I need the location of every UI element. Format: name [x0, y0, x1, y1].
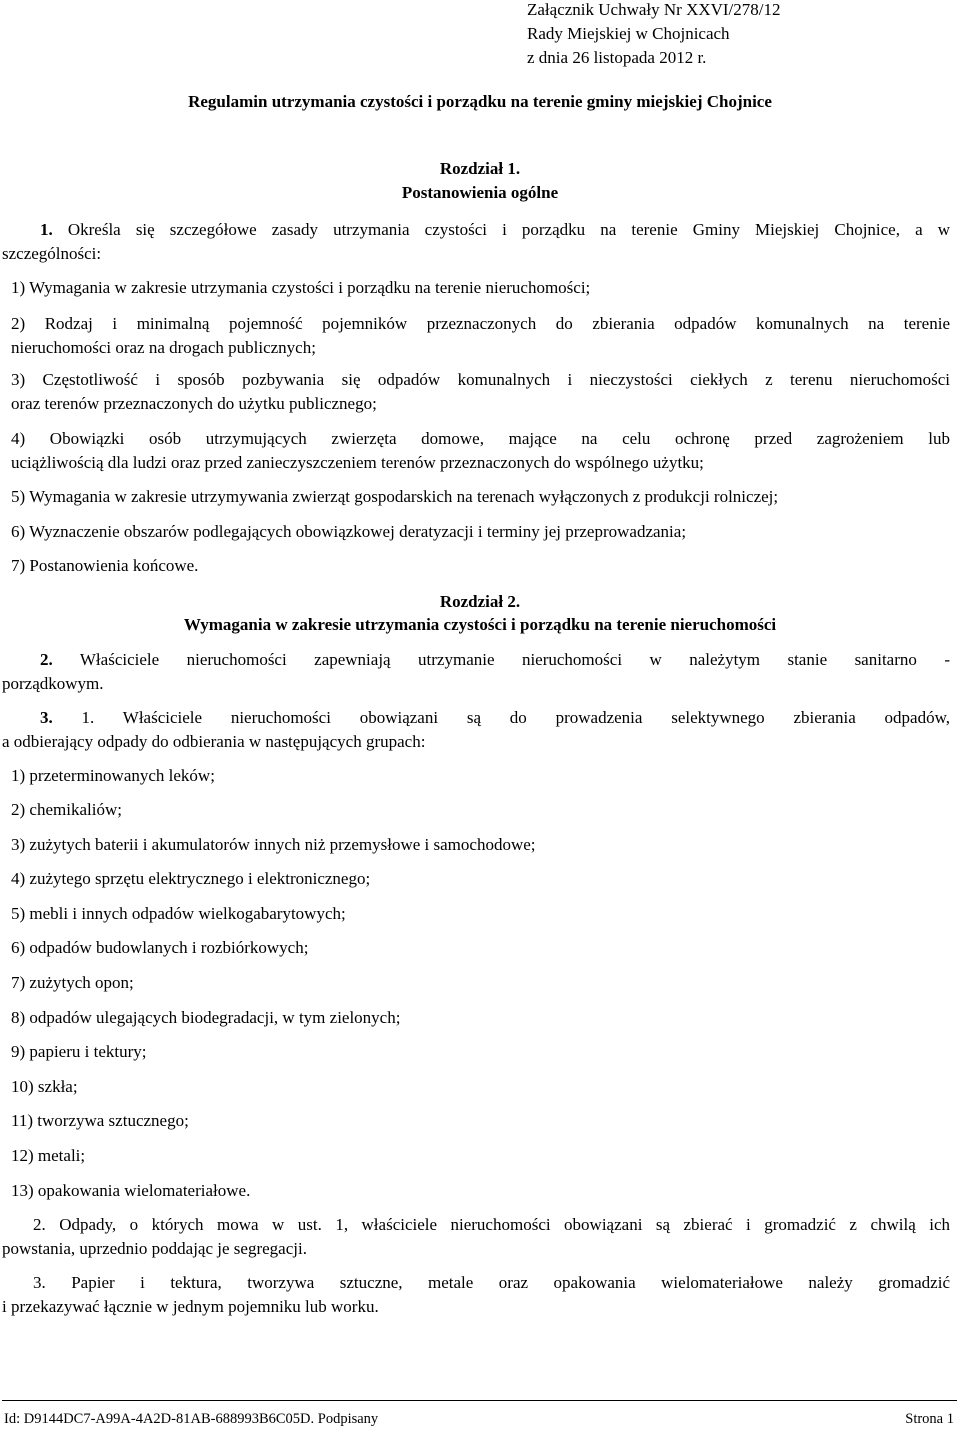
section-3-paragraph-3-line-2: i przekazywać łącznie w jednym pojemniku lub worku. — [2, 1297, 379, 1316]
header-line-2: Rady Miejskiej w Chojnicach — [527, 24, 730, 43]
waste-group-1: 1) przeterminowanych leków; — [11, 766, 215, 785]
section-2-line-2: porządkowym. — [2, 674, 104, 693]
waste-group-11: 11) tworzywa sztucznego; — [11, 1111, 189, 1130]
section-1-intro-cont: szczególności: — [2, 244, 102, 263]
document-title: Regulamin utrzymania czystości i porządku na terenie gminy miejskiej Chojnice — [188, 92, 772, 111]
section-3-paragraph-3-line-1: 3. Papier i tektura, tworzywa sztuczne, metale oraz opakowania wielomateriałowe należy gromadzić — [33, 1273, 950, 1292]
section-1-item-6: 6) Wyznaczenie obszarów podlegających obowiązkowej deratyzacji i terminy jej przeprowadzania; — [11, 522, 687, 541]
section-1-item-4-line-1: 4) Obowiązki osób utrzymujących zwierzęta domowe, mające na celu ochronę przed zagrożeniem lub — [11, 429, 950, 448]
section-1-item-4-line-2: uciążliwością dla ludzi oraz przed zanieczyszczeniem terenów przeznaczonych do wspólnego użytku; — [11, 453, 704, 472]
section-1-item-5: 5) Wymagania w zakresie utrzymywania zwierząt gospodarskich na terenach wyłączonych z produkcji rolniczej; — [11, 487, 779, 506]
waste-group-9: 9) papieru i tektury; — [11, 1042, 147, 1061]
section-1-item-7: 7) Postanowienia końcowe. — [11, 556, 199, 575]
section-2-text: Właściciele nieruchomości zapewniają utrzymanie nieruchomości w należytym stanie sanitarno - — [52, 650, 950, 669]
section-3-ust-1-number: 1. — [81, 708, 95, 727]
waste-group-8: 8) odpadów ulegających biodegradacji, w tym zielonych; — [11, 1008, 401, 1027]
section-1-item-2-line-2: nieruchomości oraz na drogach publicznych; — [11, 338, 316, 357]
chapter-1-name: Postanowienia ogólne — [401, 183, 559, 202]
section-1-item-3-line-2: oraz terenów przeznaczonych do użytku publicznego; — [11, 394, 377, 413]
waste-group-12: 12) metali; — [11, 1146, 86, 1165]
chapter-1-number: Rozdział 1. — [439, 159, 521, 178]
section-1-item-3-line-1: 3) Częstotliwość i sposób pozbywania się odpadów komunalnych i nieczystości ciekłych z terenu nieruchomości — [11, 370, 950, 389]
section-1-intro-text: Określa się szczegółowe zasady utrzymania czystości i porządku na terenie Gminy Miejskiej Chojnice, a w — [52, 220, 950, 239]
chapter-2-name: Wymagania w zakresie utrzymania czystości i porządku na terenie nieruchomości — [183, 615, 777, 634]
attachment-header — [527, 0, 947, 70]
footer-divider — [2, 1400, 957, 1401]
section-3-paragraph-2-line-2: powstania, uprzednio poddając je segregacji. — [2, 1239, 307, 1258]
header-line-1: Załącznik Uchwały Nr XXVI/278/12 — [527, 0, 781, 19]
waste-group-5: 5) mebli i innych odpadów wielkogabarytowych; — [11, 904, 346, 923]
section-1-item-1: 1) Wymagania w zakresie utrzymania czystości i porządku na terenie nieruchomości; — [11, 278, 591, 297]
waste-group-13: 13) opakowania wielomateriałowe. — [11, 1181, 251, 1200]
waste-group-10: 10) szkła; — [11, 1077, 78, 1096]
waste-group-7: 7) zużytych opon; — [11, 973, 134, 992]
header-line-3: z dnia 26 listopada 2012 r. — [527, 48, 707, 67]
waste-group-2: 2) chemikaliów; — [11, 800, 122, 819]
section-2-number: 2. — [40, 650, 53, 669]
chapter-2-number: Rozdział 2. — [439, 592, 521, 611]
section-3-paragraph-1-text: Właściciele nieruchomości obowiązani są do prowadzenia selektywnego zbierania odpadów, — [94, 708, 951, 727]
section-3-paragraph-1-line-2: a odbierający odpady do odbierania w następujących grupach: — [2, 732, 426, 751]
waste-group-4: 4) zużytego sprzętu elektrycznego i elektronicznego; — [11, 869, 371, 888]
section-1-item-2-line-1: 2) Rodzaj i minimalną pojemność pojemników przeznaczonych do zbierania odpadów komunalnych na terenie — [11, 314, 950, 333]
section-3-number: 3. — [40, 708, 53, 727]
document-id: Id: D9144DC7-A99A-4A2D-81AB-688993B6C05D. Podpisany — [4, 1411, 379, 1427]
section-2-line-1 — [40, 648, 950, 672]
section-1-intro — [40, 218, 950, 242]
section-3-paragraph-1-line-1 — [40, 706, 950, 730]
page-number: Strona 1 — [905, 1411, 954, 1427]
waste-group-3: 3) zużytych baterii i akumulatorów innych niż przemysłowe i samochodowe; — [11, 835, 536, 854]
section-3-paragraph-2-line-1: 2. Odpady, o których mowa w ust. 1, właściciele nieruchomości obowiązani są zbierać i gromadzić z chwilą ich — [33, 1215, 950, 1234]
waste-group-6: 6) odpadów budowlanych i rozbiórkowych; — [11, 938, 309, 957]
section-1-number: 1. — [40, 220, 53, 239]
